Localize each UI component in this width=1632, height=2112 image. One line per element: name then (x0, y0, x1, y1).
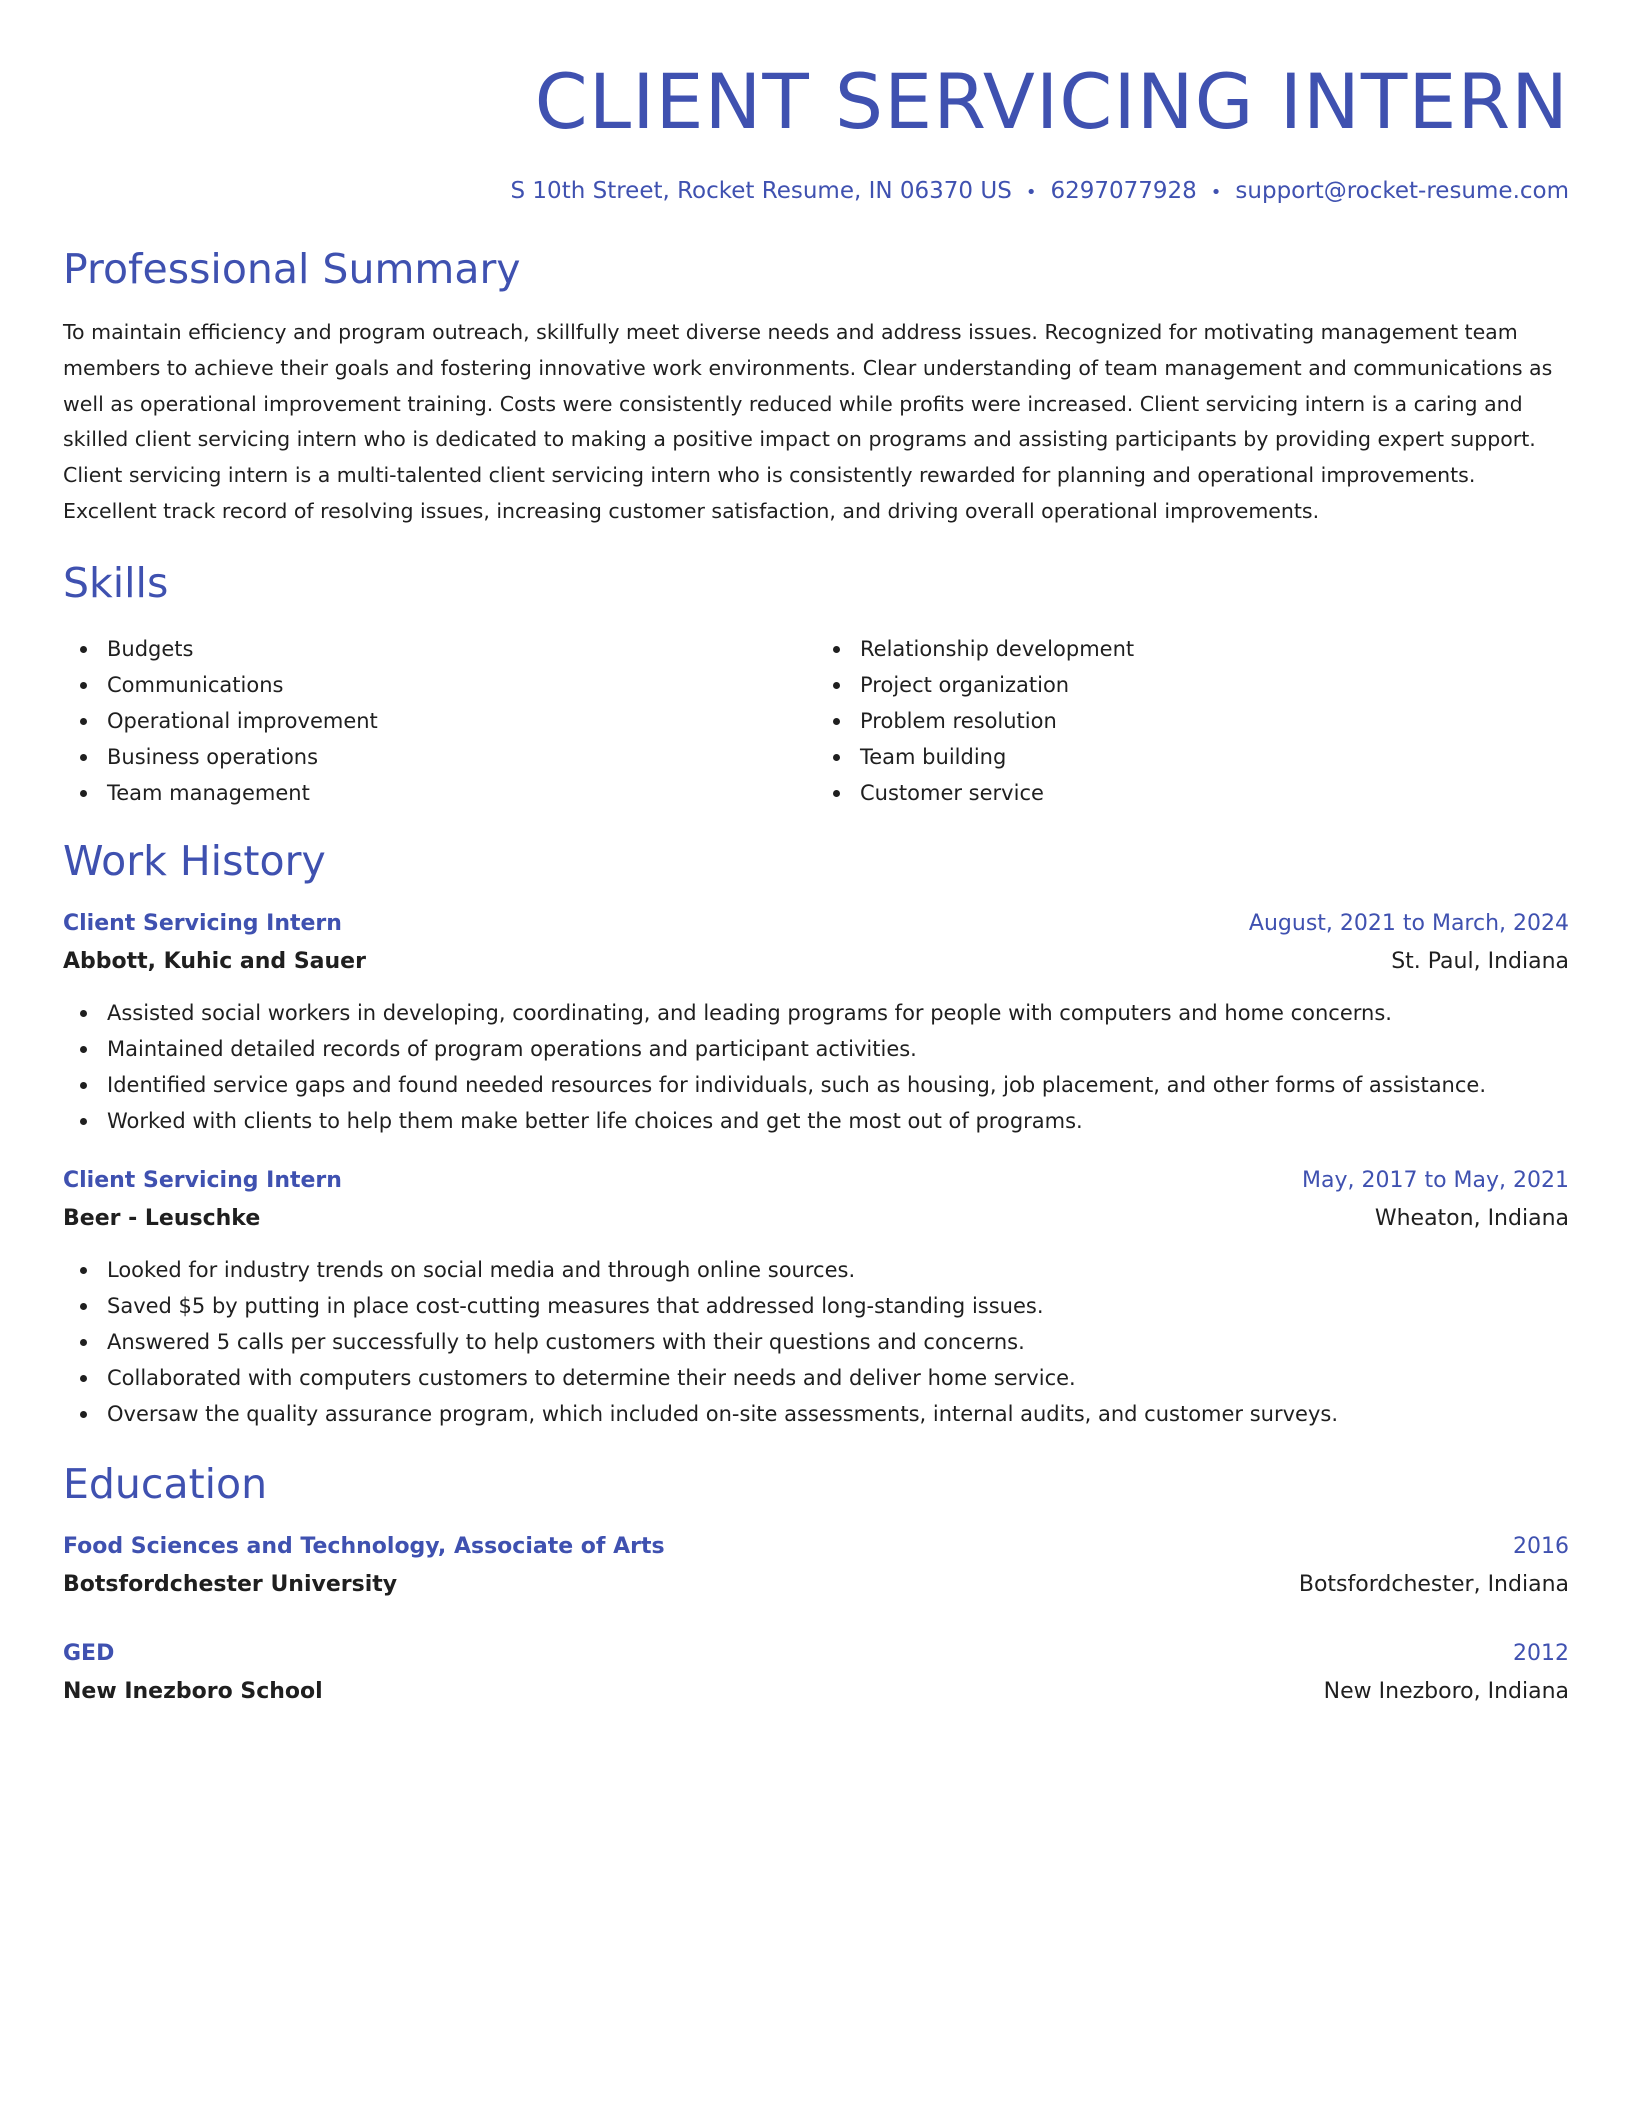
skill-item: Customer service (860, 775, 1569, 811)
job-bullet: Looked for industry trends on social media and through online sources. (107, 1252, 1569, 1288)
education-degree: Food Sciences and Technology, Associate of Arts (63, 1533, 665, 1559)
contact-line (63, 175, 1569, 209)
job-company-row (63, 943, 1569, 981)
skill-item: Relationship development (860, 631, 1569, 667)
education-header-row (63, 1528, 1569, 1566)
job-role: Client Servicing Intern (63, 910, 342, 936)
job-dates: May, 2017 to May, 2021 (1302, 1167, 1569, 1193)
resume-header (63, 52, 1569, 209)
education-school: Botsfordchester University (63, 1571, 398, 1597)
job-company: Abbott, Kuhic and Sauer (63, 948, 366, 974)
contact-address: S 10th Street, Rocket Resume, IN 06370 US (510, 178, 1012, 204)
skill-item: Project organization (860, 667, 1569, 703)
skills-list (63, 631, 1569, 811)
contact-separator: • (1025, 182, 1037, 203)
job-role: Client Servicing Intern (63, 1167, 342, 1193)
job-bullet: Collaborated with computers customers to determine their needs and deliver home service. (107, 1360, 1569, 1396)
skill-item: Operational improvement (107, 703, 816, 739)
work-history-heading: Work History (63, 836, 326, 885)
education-year: 2012 (1513, 1640, 1569, 1666)
contact-phone[interactable]: 6297077928 (1050, 178, 1197, 204)
skill-item: Communications (107, 667, 816, 703)
job-entry (63, 905, 1569, 1139)
skills-column-right (816, 631, 1569, 811)
skills-column-left (63, 631, 816, 811)
education-entry (63, 1528, 1569, 1604)
job-entry (63, 1162, 1569, 1432)
job-bullet: Saved $5 by putting in place cost-cutting measures that addressed long-standing issues. (107, 1288, 1569, 1324)
skill-item: Budgets (107, 631, 816, 667)
job-header-row (63, 905, 1569, 943)
job-bullet: Identified service gaps and found needed resources for individuals, such as housing, job placement, and other forms of assistance. (107, 1067, 1569, 1103)
summary-heading: Professional Summary (63, 245, 521, 293)
education-year: 2016 (1513, 1533, 1569, 1559)
skills-heading: Skills (63, 558, 169, 607)
education-entry (63, 1635, 1569, 1711)
job-bullet: Maintained detailed records of program operations and participant activities. (107, 1031, 1569, 1067)
skill-item: Team management (107, 775, 816, 811)
skill-item: Problem resolution (860, 703, 1569, 739)
education-school-row (63, 1566, 1569, 1604)
job-company-row (63, 1200, 1569, 1238)
candidate-title: CLIENT SERVICING INTERN (534, 57, 1569, 146)
education-heading: Education (63, 1459, 268, 1508)
job-bullets (63, 1252, 1569, 1432)
job-header-row (63, 1162, 1569, 1200)
education-degree: GED (63, 1640, 115, 1666)
education-location: New Inezboro, Indiana (1323, 1678, 1569, 1704)
job-dates: August, 2021 to March, 2024 (1248, 910, 1569, 936)
education-school-row (63, 1673, 1569, 1711)
job-bullets (63, 995, 1569, 1139)
job-bullet: Assisted social workers in developing, coordinating, and leading programs for people with computers and home concerns. (107, 995, 1569, 1031)
job-bullet: Worked with clients to help them make better life choices and get the most out of programs. (107, 1103, 1569, 1139)
job-location: Wheaton, Indiana (1374, 1205, 1569, 1231)
skill-item: Business operations (107, 739, 816, 775)
job-company: Beer - Leuschke (63, 1205, 261, 1231)
education-school: New Inezboro School (63, 1678, 323, 1704)
summary-text: To maintain efficiency and program outreach, skillfully meet diverse needs and address issues. Recognized for motivating management team members to achieve their goals and fostering innovative work environments. Clear understanding of team management and communications as well as operational improvement training. Costs were consistently reduced while profits were increased. Client servicing intern is a caring and skilled client servicing intern who is dedicated to making a positive impact on programs and assisting participants by providing expert support. Client servicing intern is a multi-talented client servicing intern who is consistently rewarded for planning and operational improvements. Excellent track record of resolving issues, increasing customer satisfaction, and driving overall operational improvements. (63, 320, 1553, 523)
skill-item: Team building (860, 739, 1569, 775)
contact-email[interactable]: support@rocket-resume.com (1235, 178, 1569, 204)
job-location: St. Paul, Indiana (1391, 948, 1569, 974)
education-header-row (63, 1635, 1569, 1673)
contact-separator: • (1210, 182, 1222, 203)
job-bullet: Oversaw the quality assurance program, which included on-site assessments, internal audits, and customer surveys. (107, 1396, 1569, 1432)
job-bullet: Answered 5 calls per successfully to help customers with their questions and concerns. (107, 1324, 1569, 1360)
education-location: Botsfordchester, Indiana (1298, 1571, 1569, 1597)
